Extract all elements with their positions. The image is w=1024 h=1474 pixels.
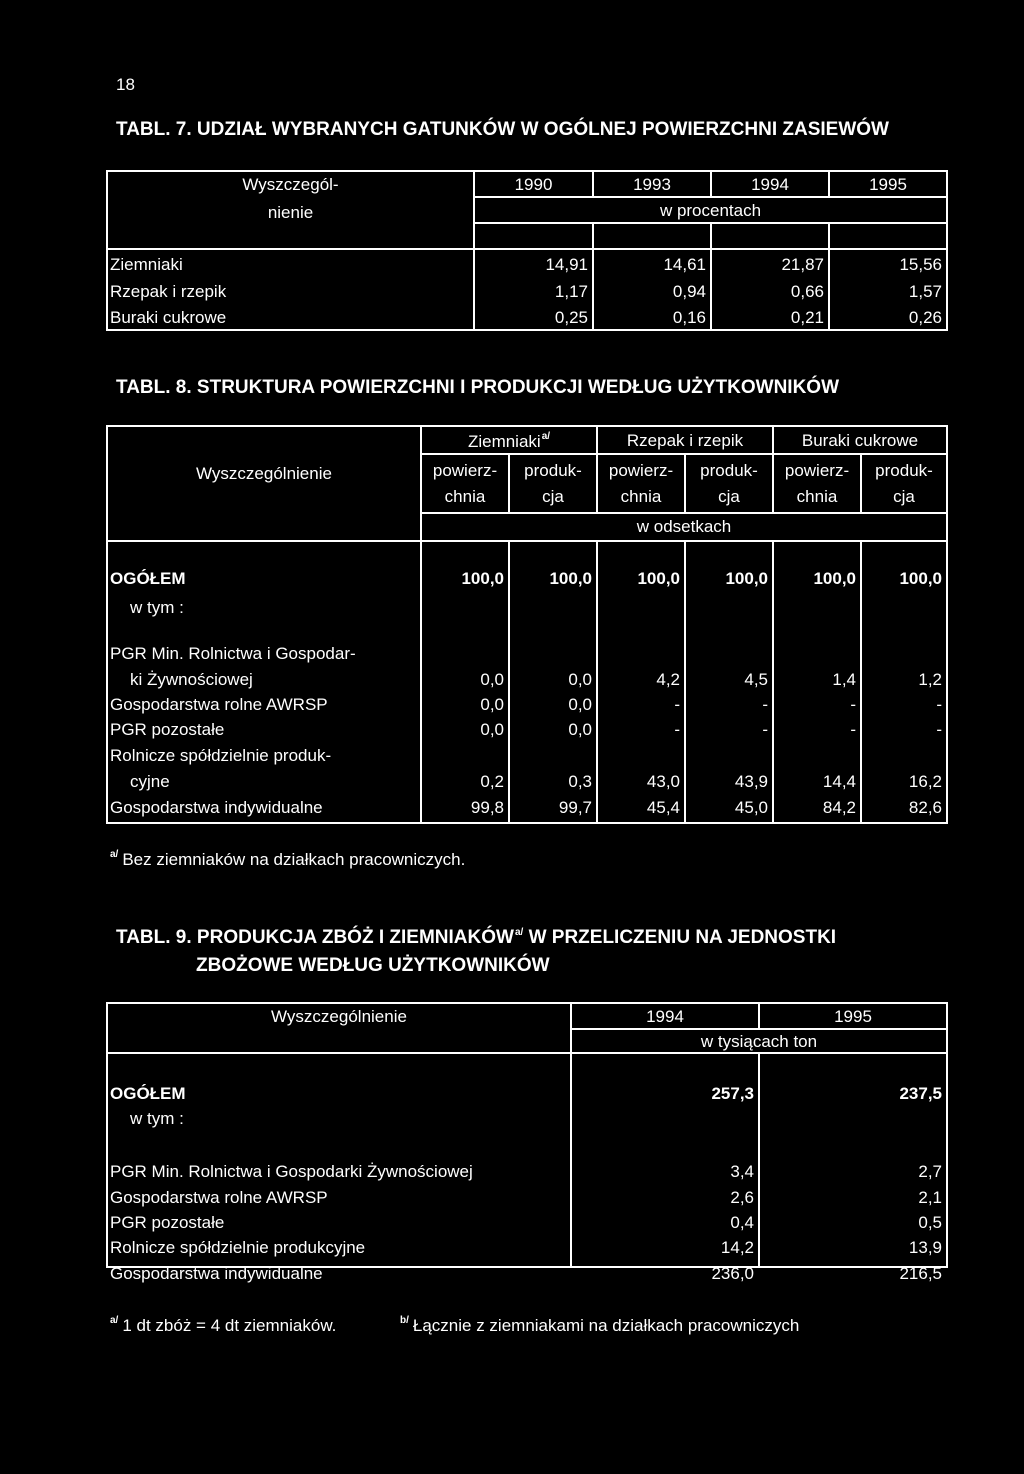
- tabl7-cell: 21,87: [781, 255, 824, 274]
- footnote-mark: a/: [541, 431, 551, 442]
- tabl8-of-which: w tym :: [130, 598, 184, 617]
- tabl8-cell: -: [762, 720, 768, 739]
- tabl9-cell: 257,3: [711, 1084, 754, 1103]
- footnote-mark: a/: [110, 849, 119, 860]
- tabl9-cell: 237,5: [899, 1084, 942, 1103]
- tabl7-stub-header-line1: Wyszczegól-: [242, 175, 339, 194]
- tabl8-footnote: $^{a/}$ Bez ziemniaków na działkach pracowniczych.: [110, 849, 466, 869]
- tabl7-cell: 14,91: [545, 255, 588, 274]
- tabl9-of-which: w tym :: [130, 1109, 184, 1128]
- tabl8-row-label: ki Żywnościowej: [130, 670, 253, 689]
- tabl9-row-label: Gospodarstwa indywidualne: [110, 1264, 323, 1283]
- tabl9-cell: 0,4: [730, 1213, 754, 1232]
- tabl8-stub-header: Wyszczególnienie: [196, 464, 332, 483]
- tabl8-subheader: cja: [542, 487, 564, 506]
- tabl8-cell: 45,4: [646, 798, 680, 817]
- tabl8-subheader: chnia: [796, 487, 838, 506]
- tabl8-title: TABL. 8. STRUKTURA POWIERZCHNI I PRODUKCJI WEDŁUG UŻYTKOWNIKÓW: [116, 377, 840, 398]
- tabl8-subheader: produk-: [875, 461, 933, 480]
- tabl8-cell: 99,7: [558, 798, 592, 817]
- tabl8-cell: 100,0: [637, 569, 680, 588]
- tabl7-cell: 15,56: [899, 255, 942, 274]
- tabl7-cell: 0,26: [908, 308, 942, 327]
- tabl8-cell: 0,0: [568, 695, 592, 714]
- tabl7-title: TABL. 7. UDZIAŁ WYBRANYCH GATUNKÓW W OGÓLNEJ POWIERZCHNI ZASIEWÓW: [116, 119, 889, 140]
- tabl8-cell: 43,9: [734, 772, 768, 791]
- tabl8-subheader: chnia: [620, 487, 662, 506]
- tabl8-cell: -: [674, 695, 680, 714]
- tabl8-cell: 100,0: [725, 569, 768, 588]
- tabl8-cell: 0,0: [480, 695, 504, 714]
- tabl9-footnote-b: $^{b/}$ Łącznie z ziemniakami na działkach pracowniczych: [400, 1315, 800, 1335]
- tabl9-row-label: Rolnicze spółdzielnie produkcyjne: [110, 1238, 366, 1257]
- tabl9-stub-header: Wyszczególnienie: [271, 1007, 407, 1026]
- tabl7-cell: 0,21: [790, 308, 824, 327]
- tabl8-cell: -: [850, 720, 856, 739]
- tabl8-cell: 99,8: [470, 798, 504, 817]
- tabl8-group-header: Rzepak i rzepik: [626, 431, 744, 450]
- tabl7-row-label: Rzepak i rzepik: [110, 282, 227, 301]
- tabl8-subheader: produk-: [700, 461, 758, 480]
- tabl9-row-label: PGR Min. Rolnictwa i Gospodarki Żywnościowej: [110, 1162, 473, 1181]
- tabl7-year-header: 1994: [751, 175, 789, 194]
- tabl9-cell: 236,0: [711, 1264, 754, 1283]
- tabl9-unit: w tysiącach ton: [700, 1032, 818, 1051]
- tabl8-cell: 0,0: [568, 670, 592, 689]
- tabl7-cell: 0,94: [672, 282, 706, 301]
- tabl8-subheader: cja: [893, 487, 915, 506]
- tabl9-title-line2: ZBOŻOWE WEDŁUG UŻYTKOWNIKÓW: [196, 955, 550, 976]
- tabl8-group-header: Ziemniaki$^{a/}$: [467, 431, 551, 451]
- tabl8-subheader: produk-: [524, 461, 582, 480]
- tabl8-row-label: cyjne: [130, 772, 170, 791]
- tabl9-total-label: OGÓŁEM: [110, 1084, 186, 1103]
- tabl8-row-label: Gospodarstwa rolne AWRSP: [110, 695, 328, 714]
- tabl8-unit: w odsetkach: [636, 517, 732, 536]
- tabl7-year-header: 1993: [633, 175, 671, 194]
- tabl9-row-label: PGR pozostałe: [110, 1213, 225, 1232]
- tabl7-row-label: Buraki cukrowe: [110, 308, 227, 327]
- tabl8-cell: 4,5: [744, 670, 768, 689]
- tabl8-subheader: powierz-: [784, 461, 850, 480]
- tabl8-cell: -: [850, 695, 856, 714]
- tabl8-subheader: powierz-: [608, 461, 674, 480]
- tabl8-cell: 43,0: [646, 772, 680, 791]
- tabl7-unit: w procentach: [659, 201, 762, 220]
- tabl9-year-header: 1994: [646, 1007, 684, 1026]
- tabl9-row-label: Gospodarstwa rolne AWRSP: [110, 1188, 328, 1207]
- tabl8-row-label: Rolnicze spółdzielnie produk-: [110, 746, 332, 765]
- tabl9-footnote-a: $^{a/}$ 1 dt zbóż = 4 dt ziemniaków.: [110, 1315, 337, 1335]
- tabl8-cell: 0,0: [480, 720, 504, 739]
- tabl7-year-header: 1990: [514, 175, 553, 194]
- footnote-mark: a/: [514, 927, 524, 938]
- tabl8-cell: 1,4: [832, 670, 856, 689]
- tabl8-cell: 100,0: [549, 569, 592, 588]
- tabl8-cell: -: [674, 720, 680, 739]
- tabl8-cell: 14,4: [822, 772, 856, 791]
- tabl7-year-header: 1995: [869, 175, 907, 194]
- tabl8-cell: 0,2: [480, 772, 504, 791]
- page-number: 18: [116, 75, 135, 94]
- tabl8-total-label: OGÓŁEM: [110, 569, 186, 588]
- footnote-mark: a/: [110, 1315, 119, 1326]
- tabl8-cell: -: [936, 695, 942, 714]
- tabl8-cell: 0,0: [480, 670, 504, 689]
- tabl8-cell: 45,0: [734, 798, 768, 817]
- tabl7-cell: 0,16: [672, 308, 706, 327]
- tabl8-cell: 100,0: [813, 569, 856, 588]
- tabl8-subheader: cja: [718, 487, 740, 506]
- tabl9-cell: 2,7: [918, 1162, 942, 1181]
- tabl9-cell: 2,6: [730, 1188, 754, 1207]
- tabl9-cell: 3,4: [730, 1162, 754, 1181]
- tabl8-row-label: Gospodarstwa indywidualne: [110, 798, 323, 817]
- tabl8-group-header: Buraki cukrowe: [801, 431, 919, 450]
- tabl8-cell: 0,0: [568, 720, 592, 739]
- tabl9-cell: 216,5: [899, 1264, 942, 1283]
- tabl9-cell: 2,1: [918, 1188, 942, 1207]
- footnote-mark: b/: [400, 1315, 409, 1326]
- tabl9-cell: 13,9: [908, 1238, 942, 1257]
- tabl8-cell: 84,2: [822, 798, 856, 817]
- tabl9-title-line1: TABL. 9. PRODUKCJA ZBÓŻ I ZIEMNIAKÓW$^{a/}$ W PRZELICZENIU NA JEDNOSTKI: [116, 927, 837, 948]
- tabl9-year-header: 1995: [834, 1007, 872, 1026]
- tabl7-row-label: Ziemniaki: [110, 255, 183, 274]
- tabl8-cell: 82,6: [908, 798, 942, 817]
- tabl8-cell: 100,0: [899, 569, 942, 588]
- tabl7-cell: 1,17: [554, 282, 588, 301]
- tabl8-cell: -: [762, 695, 768, 714]
- tabl9-cell: 14,2: [720, 1238, 754, 1257]
- tabl8-cell: 0,3: [568, 772, 592, 791]
- tabl7-cell: 0,25: [554, 308, 588, 327]
- tabl7-stub-header-line2: nienie: [267, 203, 314, 222]
- tabl8-cell: 16,2: [908, 772, 942, 791]
- tabl8-subheader: powierz-: [432, 461, 498, 480]
- tabl7-cell: 14,61: [663, 255, 706, 274]
- tabl7-cell: 1,57: [908, 282, 942, 301]
- tabl8-cell: 100,0: [461, 569, 504, 588]
- tabl9-cell: 0,5: [918, 1213, 942, 1232]
- tabl8-subheader: chnia: [444, 487, 486, 506]
- tabl8-row-label: PGR Min. Rolnictwa i Gospodar-: [110, 644, 356, 663]
- tabl7-cell: 0,66: [790, 282, 824, 301]
- tabl8-cell: 1,2: [918, 670, 942, 689]
- tabl8-cell: -: [936, 720, 942, 739]
- tabl8-cell: 4,2: [656, 670, 680, 689]
- tabl8-row-label: PGR pozostałe: [110, 720, 225, 739]
